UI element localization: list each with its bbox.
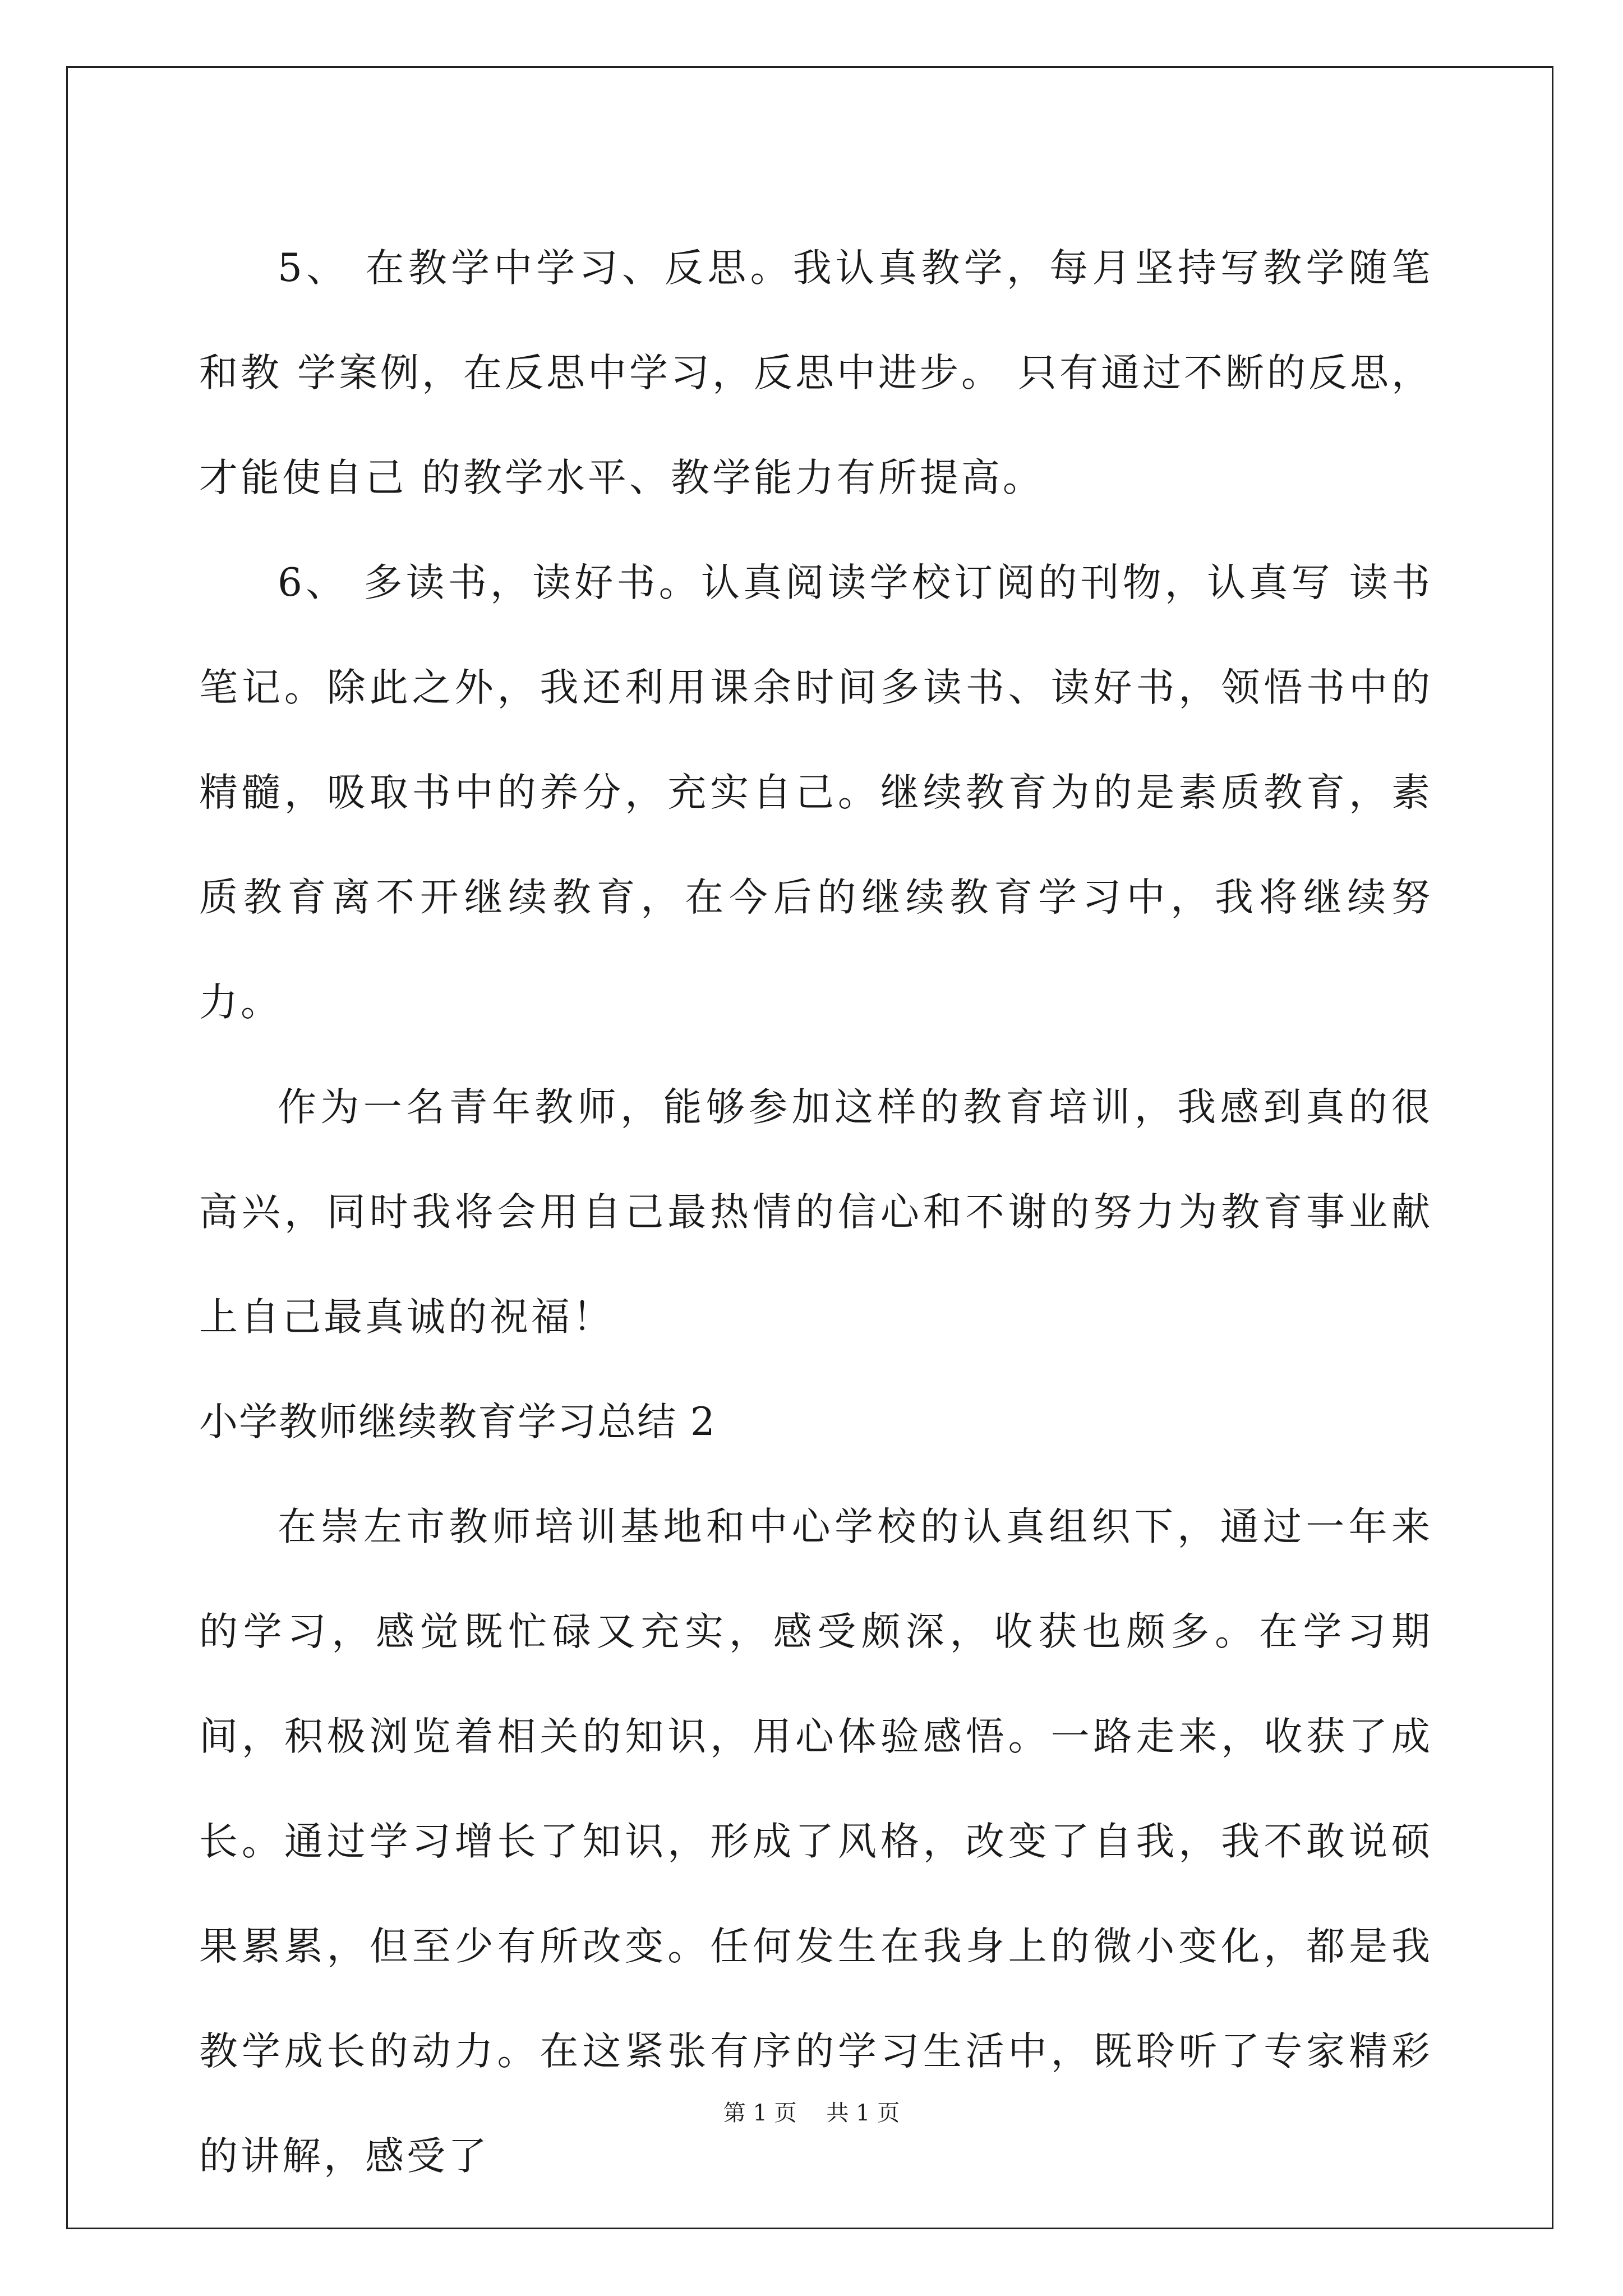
paragraph-closing: 作为一名青年教师，能够参加这样的教育培训，我感到真的很高兴，同时我将会用自己最热情的信心和不谢的努力为教育事业献上自己最真诚的祝福！ — [199, 1085, 1433, 1340]
paragraph-reflection: 5、 在教学中学习、反思。我认真教学，每月坚持写教学随笔和教 学案例，在反思中学习，反思中进步。 只有通过不断的反思，才能使自己 的教学水平、教学能力有所提高。 — [199, 246, 1433, 500]
paragraph-reading: 6、 多读书，读好书。认真阅读学校订阅的刊物，认真写 读书笔记。除此之外，我还利用课余时间多读书、读好书，领悟书中的精髓，吸取书中的养分，充实自己。继续教育为的是素质教育，素质教育离不开继续教育，在今后的继续教育学习中，我将继续努力。 — [199, 560, 1433, 1025]
paragraph-summary: 在崇左市教师培训基地和中心学校的认真组织下，通过一年来的学习，感觉既忙碌又充实，感受颇深，收获也颇多。在学习期间，积极浏览着相关的知识，用心体验感悟。一路走来，收获了成长。通过学习增长了知识，形成了风格，改变了自我，我不敢说硕果累累，但至少有所改变。任何发生在我身上的微小变化，都是我教学成长的动力。在这紧张有序的学习生活中，既聆听了专家精彩的讲解，感受了 — [199, 1504, 1433, 2179]
document-body — [199, 216, 1433, 2209]
page-number-footer: 第 1 页 共 1 页 — [723, 2100, 900, 2126]
section-heading: 小学教师继续教育学习总结 2 — [199, 1400, 716, 1444]
